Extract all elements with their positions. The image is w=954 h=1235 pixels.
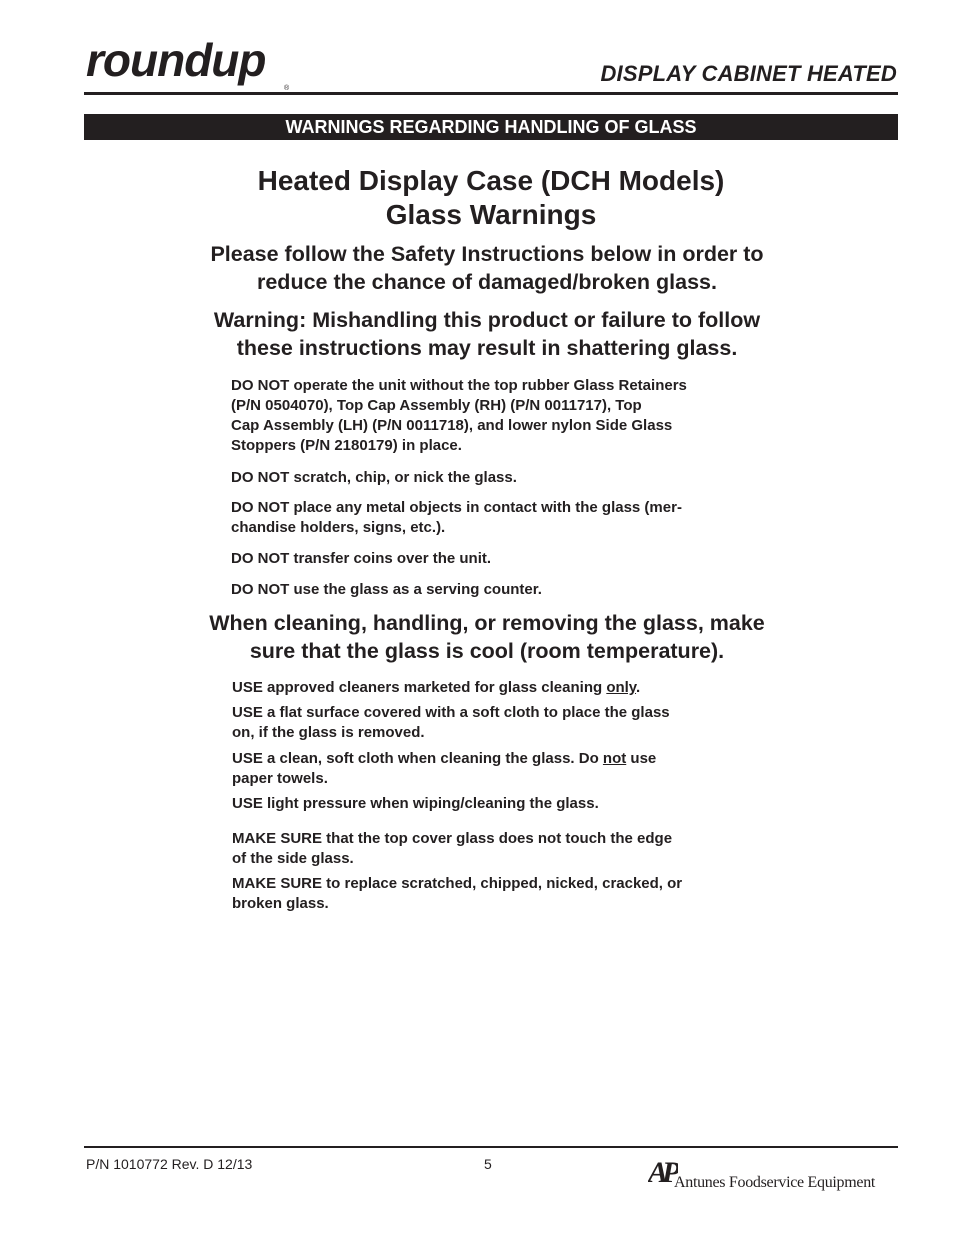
use-item-flat-surface — [232, 703, 752, 743]
lead-line: When cleaning, handling, or removing the glass, make — [209, 611, 765, 635]
make-sure-item-cover-glass — [232, 829, 752, 869]
item-line: (P/N 0504070), Top Cap Assembly (RH) (P/N 0011717), Top — [231, 397, 642, 414]
footer-divider — [84, 1146, 898, 1148]
item-text: . — [636, 679, 641, 696]
page-number: 5 — [484, 1156, 492, 1172]
item-text: use — [626, 750, 657, 767]
use-item-soft-cloth — [232, 749, 752, 789]
lead-line: these instructions may result in shattering glass. — [236, 336, 738, 360]
item-emphasis: not — [602, 750, 627, 767]
item-line: on, if the glass is removed. — [232, 724, 425, 741]
main-title-line1: Heated Display Case (DCH Models) — [257, 165, 725, 196]
make-sure-item-replace — [232, 874, 752, 914]
item-line: MAKE SURE to replace scratched, chipped, nicked, cracked, or — [232, 875, 683, 892]
do-not-item-counter — [231, 580, 751, 600]
item-line: DO NOT scratch, chip, or nick the glass. — [231, 469, 517, 486]
main-title-line2: Glass Warnings — [385, 199, 597, 230]
warning-lead — [84, 306, 890, 362]
item-line — [232, 749, 752, 769]
brand-mark-letters: AP — [648, 1156, 675, 1189]
item-line: chandise holders, signs, etc.). — [231, 519, 446, 536]
item-text: USE approved cleaners marketed for glass cleaning — [232, 679, 607, 696]
item-emphasis: only — [606, 679, 637, 696]
logo-wordmark: roundup — [86, 40, 266, 86]
main-title — [84, 164, 898, 232]
item-line: MAKE SURE that the top cover glass does not touch the edge — [232, 830, 673, 847]
item-line — [232, 678, 752, 698]
part-number: P/N 1010772 Rev. D 12/13 — [86, 1156, 253, 1172]
do-not-item-scratch — [231, 468, 751, 488]
lead-line: sure that the glass is cool (room temperature). — [249, 639, 725, 663]
do-not-item-retainers — [231, 376, 751, 456]
item-line: broken glass. — [232, 895, 329, 912]
use-item-light-pressure — [232, 794, 752, 814]
lead-line: Warning: Mishandling this product or failure to follow — [213, 308, 761, 332]
do-not-item-metal — [231, 498, 751, 538]
item-line: USE a flat surface covered with a soft cloth to place the glass — [232, 704, 670, 721]
item-line: Cap Assembly (LH) (P/N 0011718), and lower nylon Side Glass — [231, 417, 673, 434]
lead-line: reduce the chance of damaged/broken glass. — [256, 270, 717, 294]
cleaning-lead — [84, 609, 890, 665]
section-heading-bar: WARNINGS REGARDING HANDLING OF GLASS — [84, 114, 898, 140]
item-line: USE light pressure when wiping/cleaning the glass. — [232, 795, 599, 812]
brand-name: Antunes Foodservice Equipment — [674, 1174, 876, 1191]
item-line: paper towels. — [232, 770, 328, 787]
do-not-item-coins — [231, 549, 751, 569]
safety-instructions-lead — [84, 240, 890, 296]
lead-line: Please follow the Safety Instructions below in order to — [210, 242, 764, 266]
registered-mark: ® — [284, 85, 290, 92]
item-line: DO NOT operate the unit without the top rubber Glass Retainers — [231, 377, 687, 394]
roundup-logo — [84, 40, 324, 92]
document-title: DISPLAY CABINET HEATED — [600, 61, 897, 86]
item-line: DO NOT place any metal objects in contact with the glass (mer- — [231, 499, 682, 516]
item-line: of the side glass. — [232, 850, 354, 867]
item-line: DO NOT use the glass as a serving counter. — [231, 581, 542, 598]
use-item-cleaners — [232, 678, 752, 698]
item-line: Stoppers (P/N 2180179) in place. — [231, 437, 462, 454]
item-line: DO NOT transfer coins over the unit. — [231, 550, 492, 567]
item-text: USE a clean, soft cloth when cleaning the glass. Do — [232, 750, 603, 767]
header-divider — [84, 92, 898, 95]
